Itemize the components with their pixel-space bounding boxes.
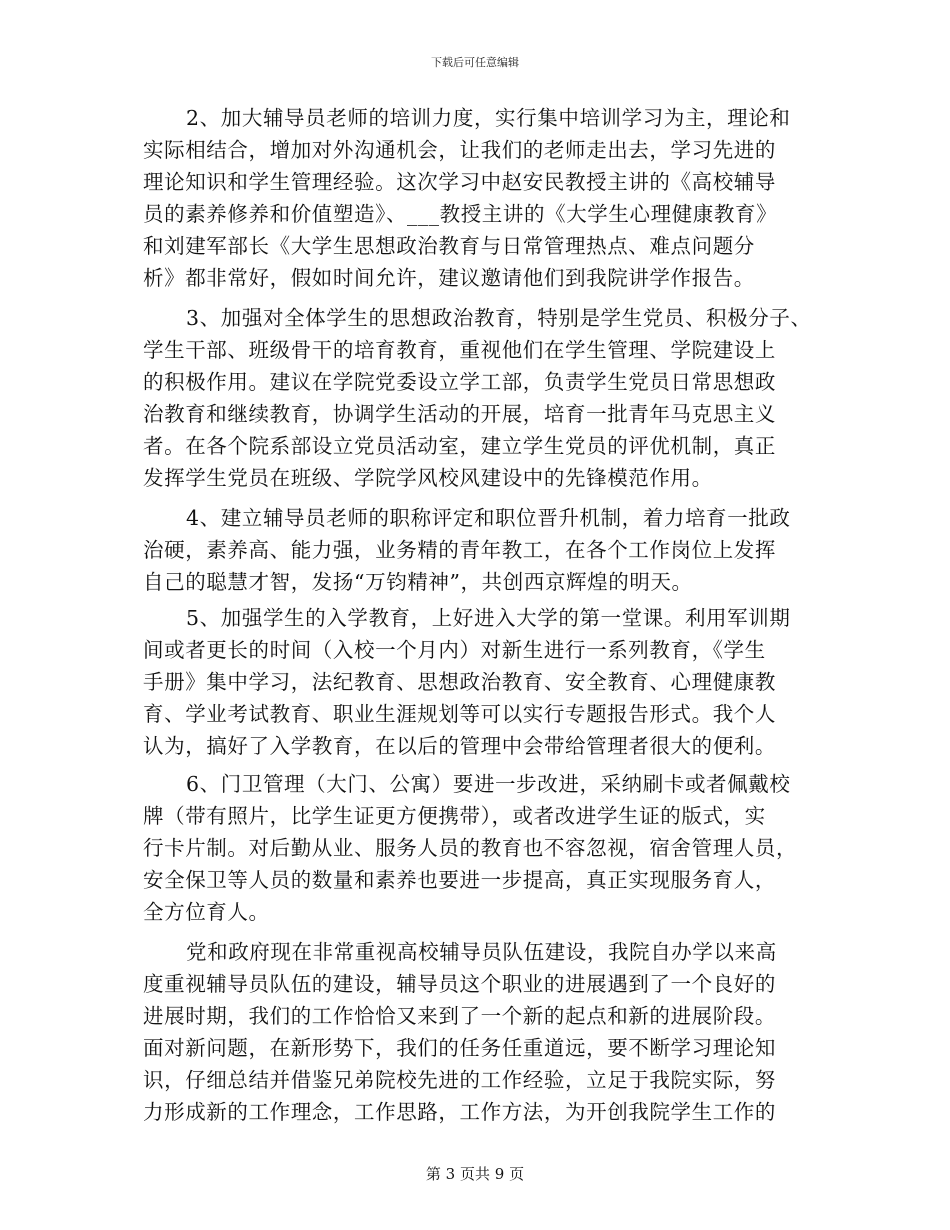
text-line: 安全保卫等人员的数量和素养也要进一步提高，真正实现服务育人， — [143, 868, 776, 892]
text-line: 全方位育人。 — [143, 900, 270, 924]
text-line: 育、学业考试教育、职业生涯规划等可以实行专题报告形式。我个人 — [143, 702, 776, 726]
text-line: 面对新问题，在新形势下，我们的任务任重道远，要不断学习理论知 — [143, 1036, 776, 1060]
text-line: 度重视辅导员队伍的建设，辅导员这个职业的进展遇到了一个良好的 — [143, 972, 776, 996]
page-footer: 第 3 页共 9 页 — [425, 1165, 525, 1183]
text-line: 识，仔细总结并借鉴兄弟院校先进的工作经验，立足于我院实际，努 — [143, 1068, 776, 1092]
text-line: 实际相结合，增加对外沟通机会，让我们的老师走出去，学习先进的 — [143, 138, 776, 162]
text-line: 治硬，素养高、能力强，业务精的青年教工，在各个工作岗位上发挥 — [143, 538, 776, 562]
text-line: 自己的聪慧才智，发扬“万钧精神”，共创西京辉煌的明天。 — [143, 570, 693, 594]
text-line: 者。在各个院系部设立党员活动室，建立学生党员的评优机制，真正 — [143, 434, 776, 458]
text-line: 发挥学生党员在班级、学院学风校风建设中的先锋模范作用。 — [143, 466, 713, 490]
text-line: 析》都非常好，假如时间允许，建议邀请他们到我院讲学作报告。 — [143, 266, 755, 290]
text-line: 进展时期，我们的工作恰恰又来到了一个新的起点和新的进展阶段。 — [143, 1004, 776, 1028]
text-line: 2、加大辅导员老师的培训力度，实行集中培训学习为主，理论和 — [186, 106, 791, 130]
text-line: 的积极作用。建议在学院党委设立学工部，负责学生党员日常思想政 — [143, 370, 776, 394]
text-line: 间或者更长的时间（入校一个月内）对新生进行一系列教育，《学生 — [143, 638, 766, 662]
text-line: 和刘建军部长《大学生思想政治教育与日常管理热点、难点问题分 — [143, 234, 755, 258]
text-line: 党和政府现在非常重视高校辅导员队伍建设，我院自办学以来高 — [186, 940, 777, 964]
text-line: 4、建立辅导员老师的职称评定和职位晋升机制，着力培育一批政 — [186, 506, 791, 530]
text-line: 牌（带有照片，比学生证更方便携带），或者改进学生证的版式，实 — [143, 804, 766, 828]
text-line: 学生干部、班级骨干的培育教育，重视他们在学生管理、学院建设上 — [143, 338, 776, 362]
text-line: 治教育和继续教育，协调学生活动的开展，培育一批青年马克思主义 — [143, 402, 776, 426]
text-line: 3、加强对全体学生的思想政治教育，特别是学生党员、积极分子、 — [186, 306, 812, 330]
page-header: 下载后可任意编辑 — [431, 56, 519, 69]
text-line: 认为，搞好了入学教育，在以后的管理中会带给管理者很大的便利。 — [143, 734, 776, 758]
text-line: 力形成新的工作理念，工作思路，工作方法，为开创我院学生工作的 — [143, 1100, 776, 1124]
text-line: 5、加强学生的入学教育，上好进入大学的第一堂课。利用军训期 — [186, 606, 791, 630]
text-line: 员的素养修养和价值塑造》、___教授主讲的《大学生心理健康教育》 — [143, 202, 778, 226]
text-line: 6、门卫管理（大门、公寓）要进一步改进，采纳刷卡或者佩戴校 — [186, 772, 791, 796]
text-line: 手册》集中学习，法纪教育、思想政治教育、安全教育、心理健康教 — [143, 670, 776, 694]
text-line: 行卡片制。对后勤从业、服务人员的教育也不容忽视，宿舍管理人员， — [143, 836, 798, 860]
text-line: 理论知识和学生管理经验。这次学习中赵安民教授主讲的《高校辅导 — [143, 170, 776, 194]
